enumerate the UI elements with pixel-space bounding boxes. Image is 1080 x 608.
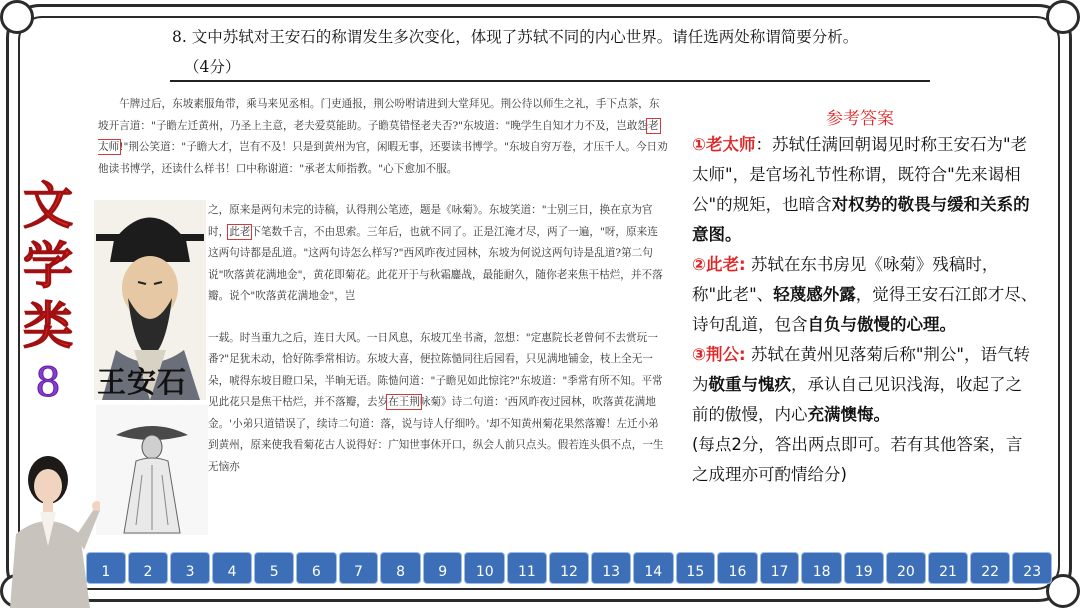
page-button-5[interactable]: 5 xyxy=(254,552,294,584)
passage-text-span: !"荆公笑道："子瞻大才，岂有不及！只是到黄州为官，闲暇无事，还要读书博学。"东坡自穷万卷，才压千人。今日劝他读书博学，还读什么样书！口中称谢道："承老太师指教。"心下愈加不服。 xyxy=(98,141,668,175)
page-button-9[interactable]: 9 xyxy=(423,552,463,584)
highlight-ci-lao: 此老 xyxy=(229,225,251,238)
answer-item-2 xyxy=(692,250,1038,340)
frame-corner-ornament xyxy=(0,0,34,34)
passage-text-span: 咏菊》诗二句道：'西风昨夜过园林，吹落黄花满地金。'小弟只道错误了，续诗二句道：落，说与诗人仔细吟。'却不知黄州菊花果然落瓣！左迁小弟到黄州，原来使我看菊花古人说得好：广知世事休开口，纵会人前只点头。假若连头俱不点，一生无恼亦 xyxy=(208,396,664,473)
question-score: （4分） xyxy=(184,58,241,76)
page-button-1[interactable]: 1 xyxy=(86,552,126,584)
passage-text-span: 之，原来是两句未完的诗稿，认得荆公笔迹，题是《咏菊》。东坡笑道："士别三日，换在京为官时， xyxy=(208,204,653,238)
page-button-14[interactable]: 14 xyxy=(633,552,674,584)
portrait-name-label: 王安石 xyxy=(97,365,188,399)
ink-figure-sketch xyxy=(96,405,208,535)
page-button-13[interactable]: 13 xyxy=(591,552,631,584)
frame-corner-ornament xyxy=(1046,0,1080,34)
passage-text-span: 下笔数千言，不由思索。三年后，也就不同了。正是江淹才尽，两了一遍，"呀，原来连这两句诗都是乱道。"这两句诗怎么样写?"西风昨夜过园林，东坡为何说这两句诗是乱道?第二句说"吹落黄花满地金"，黄花即菊花。此花开于与秋霜鏖战，最能耐久，随你老来焦干枯烂，并不落瓣。说个"吹落黄花满地金"，岂 xyxy=(208,225,663,302)
answer-key-point: 轻蔑感外露 xyxy=(773,285,856,304)
page-button-15[interactable]: 15 xyxy=(676,552,716,584)
page-button-16[interactable]: 16 xyxy=(717,552,758,584)
page-button-10[interactable]: 10 xyxy=(464,552,505,584)
answer-key-point: 自负与傲慢的心理。 xyxy=(807,315,956,334)
question-block xyxy=(172,22,912,82)
page-button-21[interactable]: 21 xyxy=(928,552,968,584)
question-divider xyxy=(170,80,930,82)
answer-label: ②此老: xyxy=(692,255,746,274)
page-button-22[interactable]: 22 xyxy=(970,552,1011,584)
page-button-23[interactable]: 23 xyxy=(1012,552,1052,584)
passage-text-span: 一载。时当重九之后，连日大风。一日风息，东坡兀坐书斋，忽想："定惠院长老曾何不去赏玩一番?"足犹未动，恰好陈季常相访。东坡大喜，便拉陈慥同往后园看，只见满地铺金，枝上全无一朵，唬得东坡目瞪口呆，半晌无语。陈慥问道："子瞻见如此惊诧?"东坡道："季常有所不知。平常见此花只是焦干枯烂，并不落瓣，去岁 xyxy=(208,331,663,408)
answer-label: ①老太师 xyxy=(692,135,756,154)
page-button-7[interactable]: 7 xyxy=(339,552,379,584)
answer-key-point: 敬重与愧疚 xyxy=(708,375,791,394)
answer-text: ，承认自己见识浅海，收起了之前的傲慢，内心 xyxy=(692,375,1022,424)
category-number: 8 xyxy=(35,360,61,406)
answer-label: ③荆公: xyxy=(692,345,746,364)
page-navigation xyxy=(86,552,1052,586)
question-text: 8. 文中苏轼对王安石的称谓发生多次变化，体现了苏轼不同的内心世界。请任选两处称谓简要分析。 xyxy=(172,28,859,46)
page-button-12[interactable]: 12 xyxy=(549,552,590,584)
page-button-11[interactable]: 11 xyxy=(507,552,547,584)
highlight-lao-taishi: 老太师 xyxy=(98,119,659,153)
answer-text: ，觉得王安石江郎才尽、诗句乱道，包含 xyxy=(692,285,1038,334)
answer-text: 苏轼在东书房见《咏菊》残稿时，称"此老"、 xyxy=(692,255,999,304)
page-button-2[interactable]: 2 xyxy=(128,552,169,584)
answer-text: 苏轼在黄州见落菊后称"荆公"，语气转为 xyxy=(692,345,1031,394)
answer-block xyxy=(692,130,1038,490)
answer-key-point: 对权势的敬畏与缓和关系的意图。 xyxy=(692,195,1030,244)
passage-text-span: 午牌过后，东坡素服角带，乘马来见丞相。门吏通报，荆公吩咐请进到大堂拜见。荆公待以师生之礼，手下点茶，东坡开言道："子瞻左迁黄州，乃圣上主意，老夫爱莫能助。子瞻莫错怪老夫否?"东坡道："晚学生自知才力不及，岂敢怨 xyxy=(98,98,660,132)
category-title: 文学类 xyxy=(23,177,73,355)
page-button-4[interactable]: 4 xyxy=(212,552,253,584)
answer-item-1 xyxy=(692,130,1038,250)
answer-title: 参考答案 xyxy=(826,109,894,129)
highlight-jing-gong: 在王荆 xyxy=(388,396,420,408)
presenter-avatar xyxy=(0,446,100,608)
page-button-18[interactable]: 18 xyxy=(801,552,842,584)
page-button-17[interactable]: 17 xyxy=(760,552,800,584)
scoring-note: (每点2分，答出两点即可。若有其他答案，言之成理亦可酌情给分) xyxy=(692,435,1023,484)
page-button-19[interactable]: 19 xyxy=(844,552,884,584)
page-button-3[interactable]: 3 xyxy=(170,552,210,584)
passage-paragraph xyxy=(98,94,668,180)
page-button-6[interactable]: 6 xyxy=(296,552,337,584)
answer-text: ：苏轼任满回朝谒见时称王安石为"老太师"，是官场礼节性称谓，既符合"先来谒相公"的规矩，也暗含 xyxy=(692,135,1028,214)
page-button-20[interactable]: 20 xyxy=(886,552,927,584)
answer-item-3 xyxy=(692,340,1038,430)
answer-key-point: 充满懊悔。 xyxy=(807,405,890,424)
page-button-8[interactable]: 8 xyxy=(380,552,421,584)
